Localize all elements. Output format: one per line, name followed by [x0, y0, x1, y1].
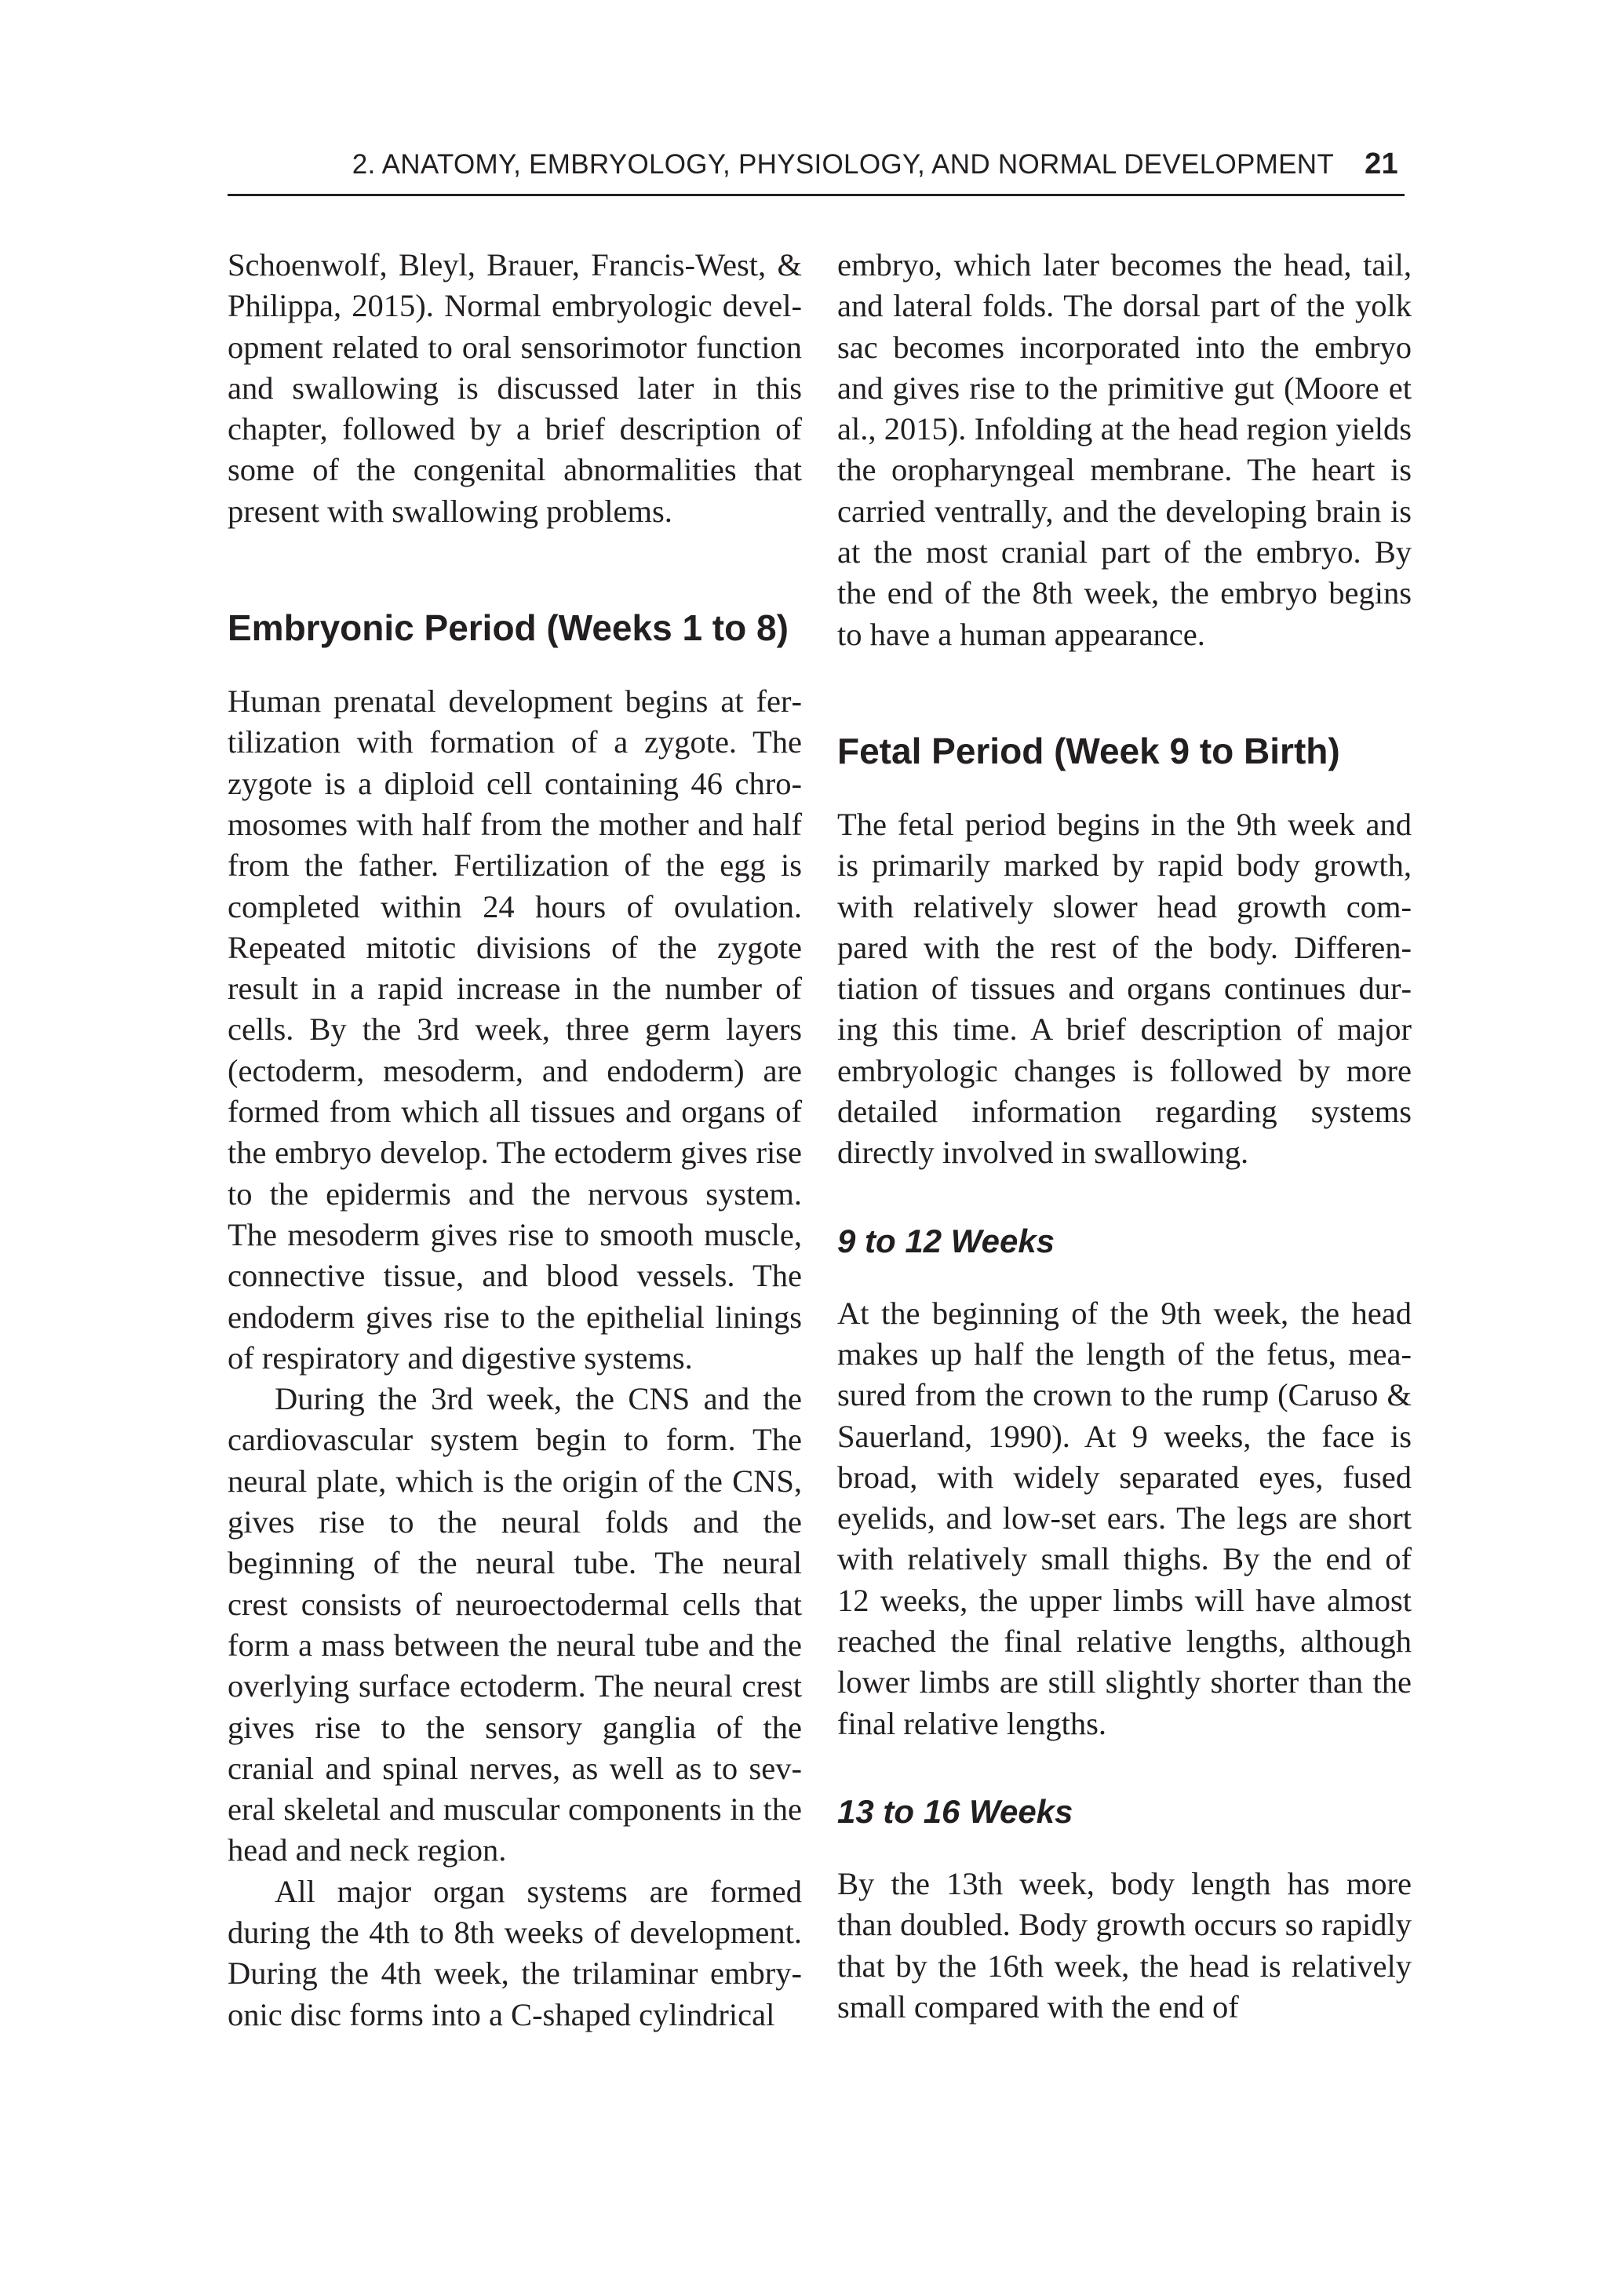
- section-heading-embryonic-period: Embryonic Period (Weeks 1 to 8): [228, 607, 789, 649]
- right-column: [837, 245, 1412, 2028]
- subheading-13-to-16-weeks: 13 to 16 Weeks: [837, 1792, 1073, 1830]
- body-paragraph: All major organ systems are formed during the 4th to 8th weeks of development. During the 4th week, the trilaminar embryonic disc forms into a C-shaped cylindrical: [228, 1873, 802, 2032]
- intro-paragraph: Schoenwolf, Bleyl, Brauer, Francis-West, & Philippa, 2015). Normal embryologic development related to oral sensorimotor function and swallowing is discussed later in this chapter, followed by a brief description of some of the congenital abnormalities that present with swallowing problems.: [228, 247, 802, 529]
- body-paragraph: At the beginning of the 9th week, the head makes up half the length of the fetus, measured from the crown to the rump (Caruso & Sauerland, 1990). At 9 weeks, the face is broad, with widely separated eyes, fused eyelids, and low-set ears. The legs are short with relatively small thighs. By the end of 12 weeks, the upper limbs will have almost reached the final relative lengths, although lower limbs are still slightly shorter than the final relative lengths.: [837, 1295, 1412, 1741]
- body-paragraph: By the 13th week, body length has more than doubled. Body growth occurs so rapidly that by the 16th week, the head is relatively small compared with the end of: [837, 1865, 1412, 2024]
- subheading-9-to-12-weeks: 9 to 12 Weeks: [837, 1222, 1055, 1259]
- left-column: [228, 245, 802, 2035]
- body-paragraph: Human prenatal development begins at fertilization with formation of a zygote. The zygote is a diploid cell containing 46 chromosomes with half from the mother and half from the father. Fertilization of the egg is completed within 24 hours of ovulation. Repeated mitotic divisions of the zygote result in a rapid increase in the number of cells. By the 3rd week, three germ layers (ectoderm, mesoderm, and endoderm) are formed from which all tissues and organs of the embryo develop. The ectoderm gives rise to the epidermis and the nervous system. The mesoderm gives rise to smooth muscle, connective tissue, and blood vessels. The endoderm gives rise to the epithelial linings of respiratory and digestive systems.: [228, 683, 802, 1376]
- section-heading-fetal-period: Fetal Period (Week 9 to Birth): [837, 730, 1340, 771]
- continued-paragraph: embryo, which later becomes the head, tail, and lateral folds. The dorsal part of the yolk sac becomes incorporated into the embryo and gives rise to the primitive gut (Moore et al., 2015). Infolding at the head region yields the oropharyngeal membrane. The heart is carried ventrally, and the developing brain is at the most cranial part of the embryo. By the end of the 8th week, the embryo begins to have a human appearance.: [837, 247, 1412, 652]
- body-paragraph: During the 3rd week, the CNS and the cardiovascular system begin to form. The neural plate, which is the origin of the CNS, gives rise to the neural folds and the beginning of the neural tube. The neural crest consists of neuroectodermal cells that form a mass between the neural tube and the overlying surface ectoderm. The neural crest gives rise to the sensory ganglia of the cranial and spinal nerves, as well as to several skeletal and muscular components in the head and neck region.: [228, 1381, 802, 1868]
- body-paragraph: The fetal period begins in the 9th week and is primarily marked by rapid body growth, with relatively slower head growth compared with the rest of the body. Differentiation of tissues and organs continues during this time. A brief description of major embryologic changes is followed by more detailed information regarding systems directly involved in swallowing.: [837, 806, 1412, 1171]
- page-number: 21: [1365, 148, 1398, 180]
- running-head: [228, 146, 1405, 196]
- running-head-title: 2. ANATOMY, EMBRYOLOGY, PHYSIOLOGY, AND NORMAL DEVELOPMENT: [352, 149, 1334, 180]
